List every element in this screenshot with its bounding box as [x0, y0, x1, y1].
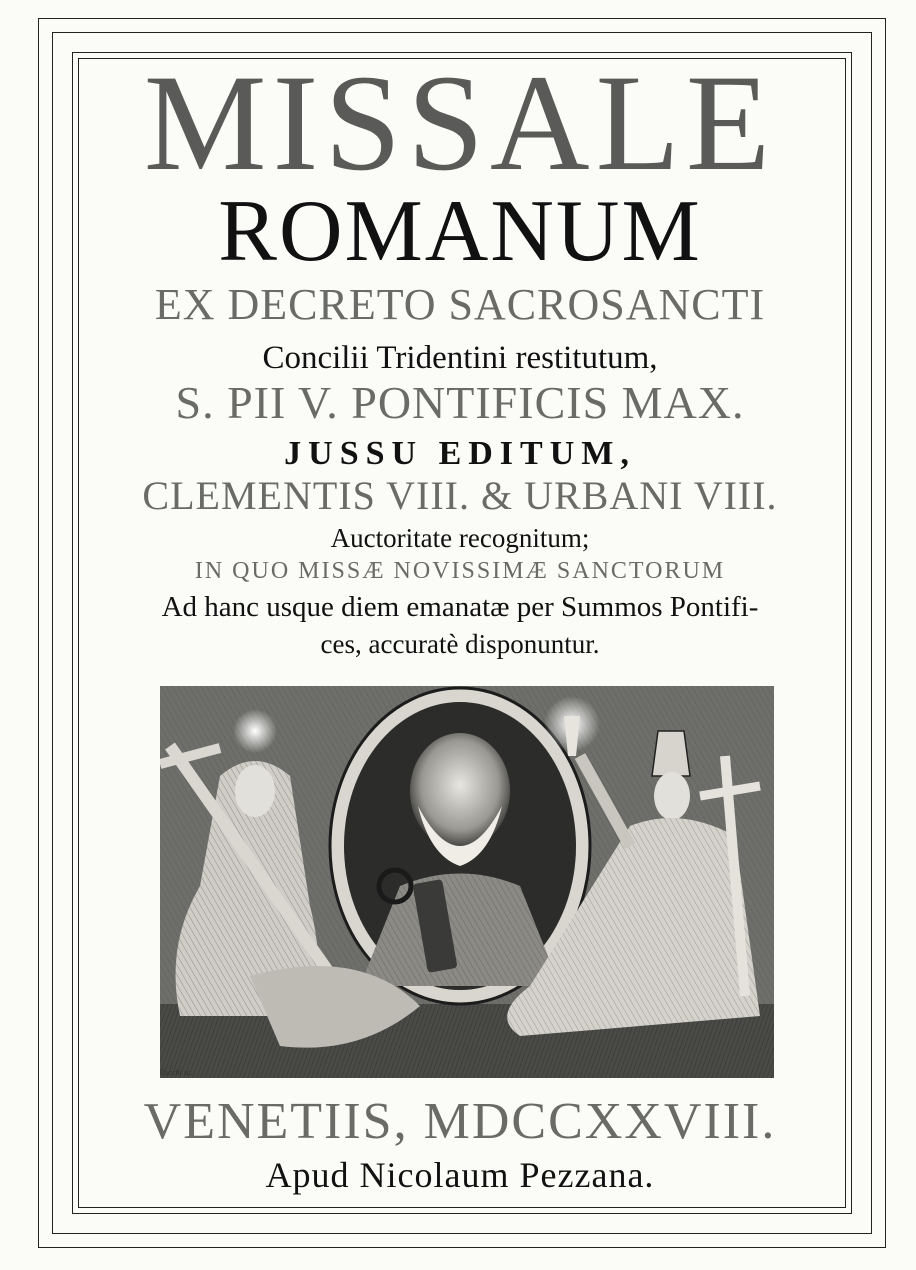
book-title: MISSALE — [143, 46, 777, 199]
title-line-5: CLEMENTIS VIII. & URBANI VIII. — [142, 473, 778, 518]
title-line-1: EX DECRETO SACROSANCTI — [154, 280, 766, 329]
title-line-7: IN QUO MISSÆ NOVISSIMÆ SANCTORUM — [194, 558, 726, 584]
title-line-3: S. PII V. PONTIFICIS MAX. — [175, 377, 745, 428]
title-line-9: ces, accuratè disponuntur. — [320, 629, 600, 659]
st-peter-engraving — [160, 686, 774, 1078]
book-subtitle: ROMANUM — [218, 183, 702, 280]
title-line-4: JUSSU EDITUM, — [284, 435, 636, 472]
engraver-signature: Zucchi sc. — [160, 1068, 193, 1077]
title-line-6: Auctoritate recognitum; — [330, 523, 590, 553]
title-line-8: Ad hanc usque diem emanatæ per Summos Pontifi- — [161, 591, 759, 623]
imprint-place-date: VENETIIS, MDCCXXVIII. — [143, 1093, 777, 1150]
imprint-printer: Apud Nicolaum Pezzana. — [265, 1155, 655, 1195]
title-line-2: Concilii Tridentini restitutum, — [262, 340, 658, 376]
